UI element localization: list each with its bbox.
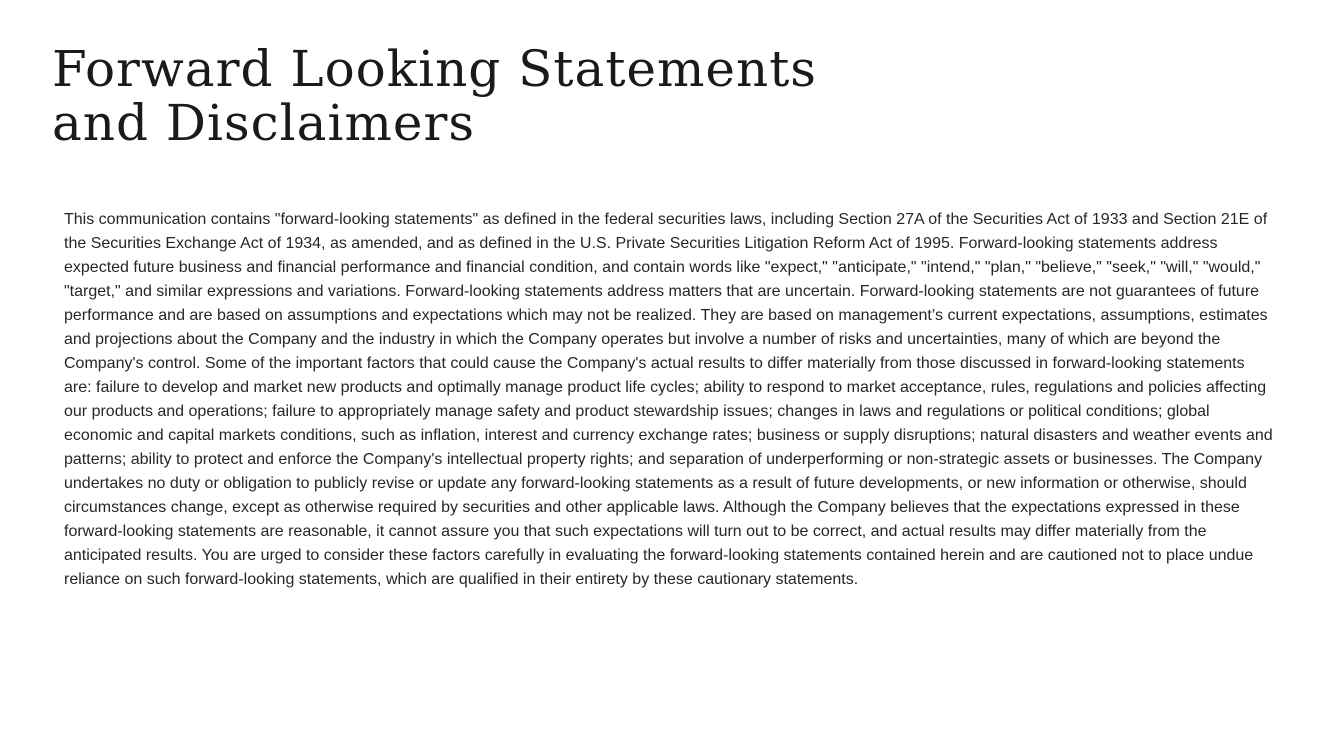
slide-title: [52, 42, 817, 150]
slide-title-line-1: Forward Looking Statements: [52, 40, 817, 98]
slide-title-line-2: and Disclaimers: [52, 94, 476, 152]
disclaimer-paragraph: This communication contains "forward-looking statements" as defined in the federal securities laws, including Section 27A of the Securities Act of 1933 and Section 21E of the Securities Exchange Act of 1934, as amended, and as defined in the U.S. Private Securities Litigation Reform Act of 1995. Forward-looking statements address expected future business and financial performance and financial condition, and contain words like "expect," "anticipate," "intend," "plan," "believe," "seek," "will," "would," "target," and similar expressions and variations. Forward-looking statements address matters that are uncertain. Forward-looking statements are not guarantees of future performance and are based on assumptions and expectations which may not be realized. They are based on management’s current expectations, assumptions, estimates and projections about the Company and the industry in which the Company operates but involve a number of risks and uncertainties, many of which are beyond the Company's control. Some of the important factors that could cause the Company's actual results to differ materially from those discussed in forward-looking statements are: failure to develop and market new products and optimally manage product life cycles; ability to respond to market acceptance, rules, regulations and policies affecting our products and operations; failure to appropriately manage safety and product stewardship issues; changes in laws and regulations or political conditions; global economic and capital markets conditions, such as inflation, interest and currency exchange rates; business or supply disruptions; natural disasters and weather events and patterns; ability to protect and enforce the Company's intellectual property rights; and separation of underperforming or non-strategic assets or businesses. The Company undertakes no duty or obligation to publicly revise or update any forward-looking statements as a result of future developments, or new information or otherwise, should circumstances change, except as otherwise required by securities and other applicable laws. Although the Company believes that the expectations expressed in these forward-looking statements are reasonable, it cannot assure you that such expectations will turn out to be correct, and actual results may differ materially from the anticipated results. You are urged to consider these factors carefully in evaluating the forward-looking statements contained herein and are cautioned not to place undue reliance on such forward-looking statements, which are qualified in their entirety by these cautionary statements.: [64, 211, 1273, 588]
